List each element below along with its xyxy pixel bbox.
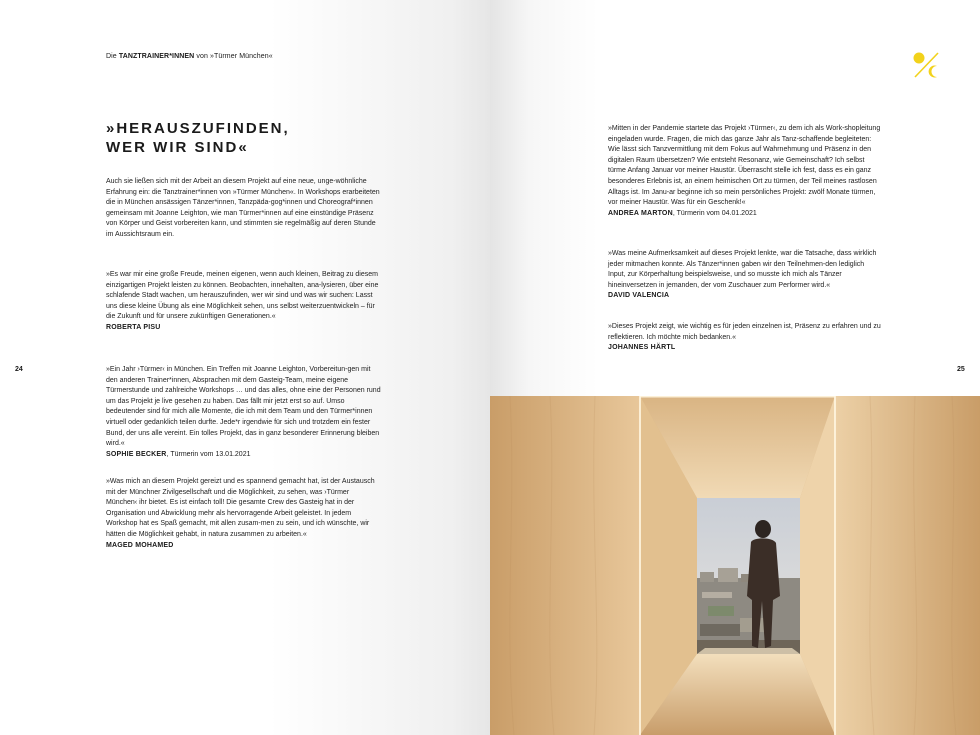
quote-author: SOPHIE BECKER, Türmerin vom 13.01.2021 [106, 450, 251, 458]
quote-block-2 [106, 365, 381, 460]
quote-text: »Was mich an diesem Projekt gereizt und es spannend gemacht hat, ist der Austausch mit der Münchner Zivilgesellschaft und die Möglichkeit, zu sehen, was ›Türmer München‹ ihr bietet. Es ist einfach toll! Die gesamte Crew des Gasteig hat in der Organisation und Abwicklung mehr als hervorragende Arbeit geleistet. In jedem Workshop hat es Spaß gemacht, mit allen zusam-men zu sein, und ich wünschte, wir hätten die Möglichkeit gehabt, in natura zusammen zu arbeiten.« [106, 478, 375, 538]
quote-block-1 [106, 270, 381, 334]
quote-block-4 [608, 124, 883, 219]
running-head: Die TANZTRAINER*INNEN von »Türmer München« [106, 53, 273, 60]
quote-text: »Ein Jahr ›Türmer‹ in München. Ein Treffen mit Joanne Leighton, Vorbereitun-gen mit den anderen Trainer*innen, Absprachen mit dem Gasteig-Team, meine eigene Türmerstunde und zahlreiche Workshops … und das alles, ohne eine der Personen rund um das Projekt je live gesehen zu haben. Das fällt mir jetzt erst so auf. Umso bedeutender sind für mich alle Momente, die ich mit dem Team und den Türmer*innen virtuell oder gedanklich teilen durfte. Jede*r irgendwie für sich und trotzdem ein fester Bund, der uns alle vereint. Ein tolles Projekt, das in ganz besonderer Erinnerung bleiben wird.« [106, 366, 381, 448]
quote-text: »Dieses Projekt zeigt, wie wichtig es für jeden einzelnen ist, Präsenz zu erfahren und zu reflektieren. Ich möchte mich bedanken.« [608, 323, 881, 341]
quote-author: MAGED MOHAMED [106, 541, 174, 549]
page-number-left: 24 [15, 366, 23, 373]
running-head-bold: TANZTRAINER*INNEN [118, 53, 195, 60]
photo-wooden-tower-room [490, 396, 980, 735]
logo-icon [912, 50, 942, 80]
quote-text: »Mitten in der Pandemie startete das Projekt ›Türmer‹, zu dem ich als Work-shopleitung eingeladen wurde. Fragen, die mich das ganze Jahr als Tanz-schaffende begleiteten: Wie lässt sich Tanzvermittlung mit dem Fokus auf Wahrnehmung und Präsenz in den digitalen Raum übersetzen? Wie entsteht Resonanz, wie Gemeinschaft? Ich selbst türme Anfang Januar vor meiner Haustür. Überrascht stelle ich fest, dass es ein ganz besonderes Erlebnis ist, an einem heimischen Ort zu türmen, der Teil meines rastlosen Alltags ist. Im Janu-ar beginne ich so mein persönliches Projekt: zwölf Monate türmen, vor meiner Haustür. Was für ein Geschenk!« [608, 125, 881, 207]
quote-text: »Was meine Aufmerksamkeit auf dieses Projekt lenkte, war die Tatsache, dass wirklich jeder mitmachen konnte. Als Tänzer*innen gaben wir den Teilnehmen-den lediglich Input, zur Körperhaltung beispielsweise, und so musste ich mich als Tänzer hineinversetzen in jemanden, der vom Zuschauer zum Performer wird.« [608, 250, 877, 289]
quote-author: JOHANNES HÄRTL [608, 344, 676, 352]
intro-paragraph: Auch sie ließen sich mit der Arbeit an diesem Projekt auf eine neue, unge-wöhnliche Erfahrung ein: die Tanztrainer*innen von »Türmer München«. In Workshops erarbeiteten die in München ansässigen Tänzer*innen, Tanzpäda-gog*innen und Choreograf*innen gemeinsam mit Joanne Leighton, wie man Türmer*innen auf eine einstündige Präsenz von Körper und Geist vorbereiten kann, und stimmten sie regelmäßig auf deren Stunde im Aussichtsraum ein. [106, 178, 380, 238]
quote-block-3 [106, 477, 381, 551]
page-number-right: 25 [957, 366, 965, 373]
quote-block-5 [608, 249, 883, 302]
quote-author: ROBERTA PISU [106, 323, 161, 331]
quote-author: DAVID VALENCIA [608, 292, 670, 300]
quote-block-6 [608, 322, 883, 354]
quote-text: »Es war mir eine große Freude, meinen eigenen, wenn auch kleinen, Beitrag zu diesem einzigartigen Projekt leisten zu können. Beobachten, innehalten, ana-lysieren, über eine schlafende Stadt wachen, um herauszufinden, wer wir sind und was wir suchen: Lasst uns diese kleine Übung als eine Möglichkeit sehen, uns selbst weiterzuentwickeln – für die Zukunft und für unsere zukünftigen Generationen.« [106, 271, 379, 321]
headline: »HERAUSZUFINDEN, WER WIR SIND« [106, 120, 290, 156]
photo-illustration [490, 396, 980, 735]
quote-author: ANDREA MARTON, Türmerin vom 04.01.2021 [608, 209, 757, 217]
